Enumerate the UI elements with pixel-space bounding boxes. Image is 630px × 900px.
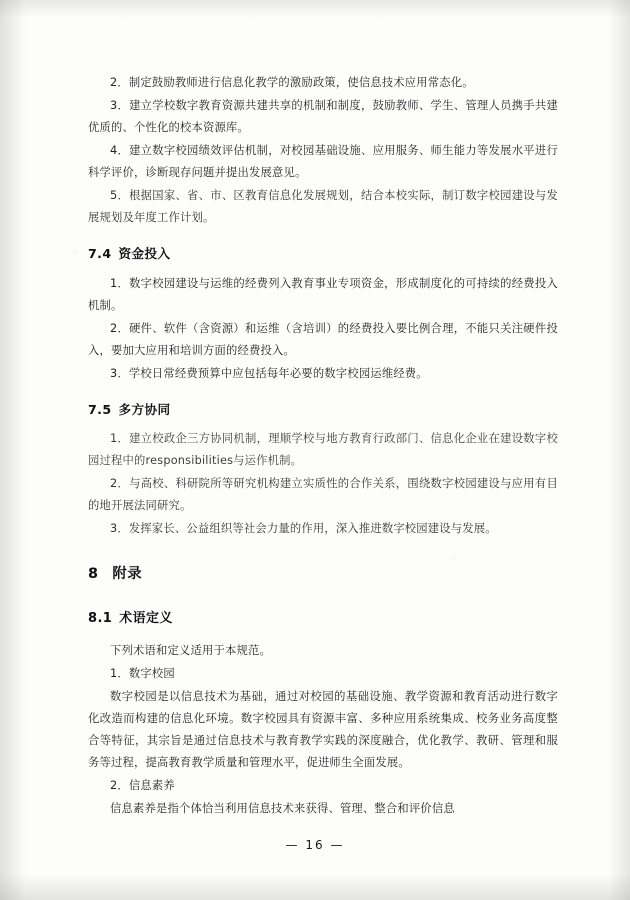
terms-block: [88, 640, 558, 820]
section-number: 8.1: [88, 611, 113, 627]
list-item: 5．根据国家、省、市、区教育信息化发展规划，结合本校实际，制订数字校园建设与发展规划及年度工作计划。: [88, 189, 558, 225]
list-item: 1．数字校园建设与运维的经费列入教育事业专项资金，形成制度化的可持续的经费投入机制。: [88, 276, 558, 312]
section-heading-8-1: [88, 606, 558, 631]
section-number: 7.5: [88, 401, 112, 417]
section-title: 资金投入: [118, 246, 171, 262]
term-label: 1．数字校园: [110, 666, 175, 680]
page-body: [88, 72, 558, 823]
list-item: 2．制定鼓励教师进行信息化教学的激励政策，使信息技术应用常态化。: [110, 76, 474, 89]
term-definition: 数字校园是以信息技术为基础，通过对校园的基础设施、教学资源和教育活动进行数字化改造而构建的信息化环境。数字校园具有资源丰富、多种应用系统集成、校务业务高度整合等特征，其宗旨是通过信息技术与教育教学实践的深度融合，优化教学、教研、管理和服务等过程，提高教育教学质量和管理水平，促进师生全面发展。: [88, 689, 558, 769]
scan-edge-bottom: [0, 874, 630, 900]
list-block-7-4: [88, 273, 558, 385]
list-block-7-3: [88, 72, 558, 229]
term-definition: 信息素养是指个体恰当利用信息技术来获得、管理、整合和评价信息: [110, 801, 455, 815]
list-item: 1．建立校政企三方协同机制，理顺学校与地方教育行政部门、信息化企业在建设数字校园过程中的responsibilities与运作机制。: [88, 432, 558, 468]
list-item: 3．学校日常经费预算中应包括每年必要的数字校园运维经费。: [110, 366, 428, 380]
section-number: 7.4: [88, 246, 112, 262]
list-block-7-5: [88, 428, 558, 540]
scan-edge-left: [0, 0, 26, 900]
list-item: 3．发挥家长、公益组织等社会力量的作用，深入推进数字校园建设与发展。: [110, 522, 497, 536]
list-item: 4．建立数字校园绩效评估机制，对校园基础设施、应用服务、师生能力等发展水平进行科学评价，诊断现存问题并提出发展意见。: [88, 144, 558, 180]
section-title: 术语定义: [119, 611, 173, 627]
scan-edge-right: [608, 0, 630, 900]
list-item: 2．硬件、软件（含资源）和运维（含培训）的经费投入要比例合理，不能只关注硬件投入，要加大应用和培训方面的经费投入。: [88, 321, 558, 357]
section-heading-7-5: [88, 398, 558, 423]
term-label: 2．信息素养: [110, 778, 175, 792]
section-title: 附录: [112, 566, 143, 583]
list-item: 2．与高校、科研院所等研究机构建立实质性的合作关系，围绕数字校园建设与应用有目的地开展法同研究。: [88, 477, 558, 513]
section-heading-7-4: [88, 242, 558, 267]
section-heading-8: [88, 560, 558, 588]
list-item: 3．建立学校数字教育资源共建共享的机制和制度，鼓励教师、学生、管理人员携手共建优质的、个性化的校本资源库。: [88, 99, 558, 135]
scan-edge-top: [0, 0, 630, 18]
section-title: 多方协同: [118, 401, 171, 417]
paragraph: 下列术语和定义适用于本规范。: [110, 643, 271, 657]
page-number: — 16 —: [285, 838, 345, 852]
section-number: 8: [88, 566, 99, 583]
